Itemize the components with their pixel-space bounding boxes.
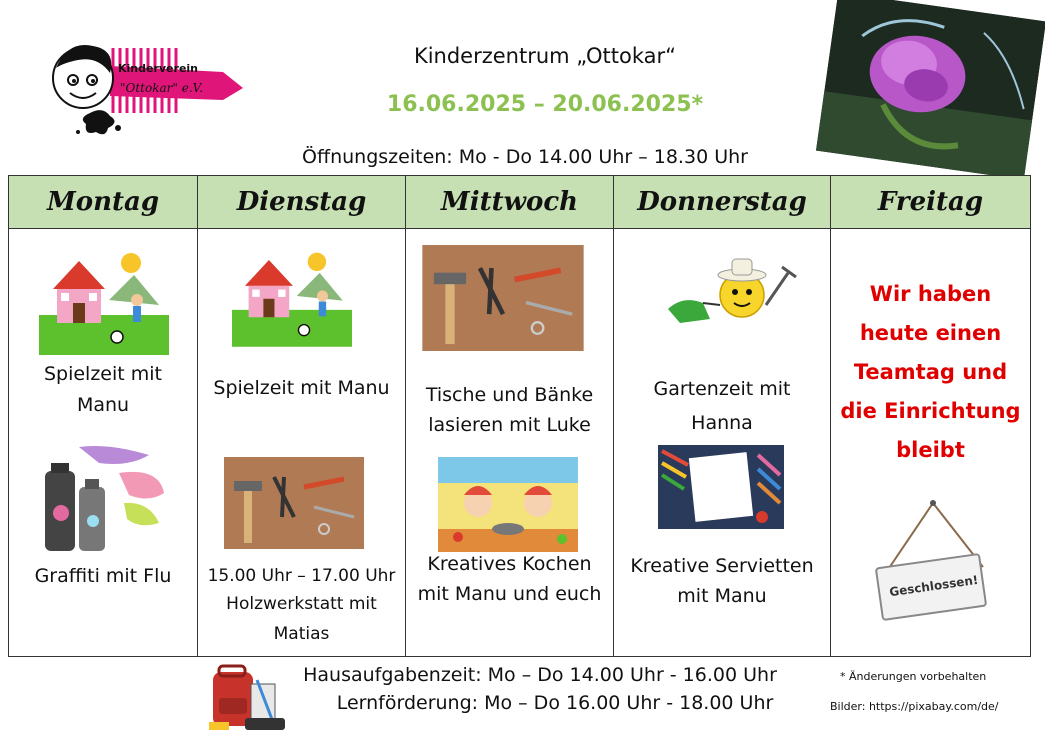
cell-dienstag [198,229,406,657]
learning-support-hours: Lernförderung: Mo – Do 16.00 Uhr - 18.00 Uhr [336,692,774,714]
rose-photo-icon [816,0,1045,180]
opening-hours: Öffnungszeiten: Mo - Do 14.00 Uhr – 18.30 Uhr [302,146,748,168]
activity-thu-2b: mit Manu [677,585,767,607]
changes-note: * Änderungen vorbehalten [840,670,987,683]
activity-wed-1a: Tische und Bänke [425,384,594,406]
day-header-dienstag: Dienstag [198,176,406,229]
date-range: 16.06.2025 – 20.06.2025* [386,92,704,117]
activity-wed-2b: mit Manu und euch [417,583,602,605]
closed-line-5: bleibt [896,438,965,462]
activities-row [9,229,1031,657]
logo-text-line2: "Ottokar" e.V. [120,81,204,95]
house-play-icon [232,243,352,353]
closed-line-2: heute einen [859,321,1002,345]
closed-line-3: Teamtag und [853,360,1008,384]
homework-hours: Hausaufgabenzeit: Mo – Do 14.00 Uhr - 16.00 Uhr [303,664,777,686]
closed-message [837,275,1024,470]
tools-icon [420,245,586,355]
day-header-freitag: Freitag [831,176,1031,229]
activity-thu-1b: Hanna [691,412,753,434]
closed-sign-icon [871,497,991,627]
house-play-icon [39,245,169,359]
activity-mon-1b: Manu [76,394,130,416]
tools-icon [224,457,364,553]
club-logo [48,38,248,138]
day-header-donnerstag: Donnerstag [614,176,831,229]
day-header-row [9,176,1031,229]
activity-mon-1a: Spielzeit mit [43,363,163,385]
activity-tue-2a: 15.00 Uhr – 17.00 Uhr [207,566,396,586]
gardening-smiley-icon [658,245,808,349]
cell-montag [9,229,198,657]
closed-sign-text: Geschlossen! [888,572,980,600]
image-credit: Bilder: https://pixabay.com/de/ [830,700,999,713]
day-header-mittwoch: Mittwoch [406,176,614,229]
activity-tue-2b: Holzwerkstatt mit [226,594,377,614]
activity-mon-2: Graffiti mit Flu [34,565,172,587]
activity-thu-2a: Kreative Servietten [630,555,814,577]
kids-cooking-icon [438,457,578,556]
logo-text-line1: Kinderverein [118,62,199,75]
activity-tue-1: Spielzeit mit Manu [213,377,390,399]
activity-thu-1a: Gartenzeit mit [653,378,791,400]
cell-donnerstag [614,229,831,657]
activity-wed-2a: Kreatives Kochen [427,553,592,575]
page-title: Kinderzentrum „Ottokar“ [413,44,677,68]
closed-line-1: Wir haben [869,282,992,306]
closed-line-4: die Einrichtung [840,399,1021,423]
cell-mittwoch [406,229,614,657]
cell-freitag [831,229,1031,657]
activity-wed-1b: lasieren mit Luke [428,414,591,436]
crafts-icon [658,445,784,533]
spray-cans-icon [39,443,169,557]
day-header-montag: Montag [9,176,198,229]
weekly-schedule-table [8,175,1031,657]
activity-tue-2c: Matias [273,624,330,644]
